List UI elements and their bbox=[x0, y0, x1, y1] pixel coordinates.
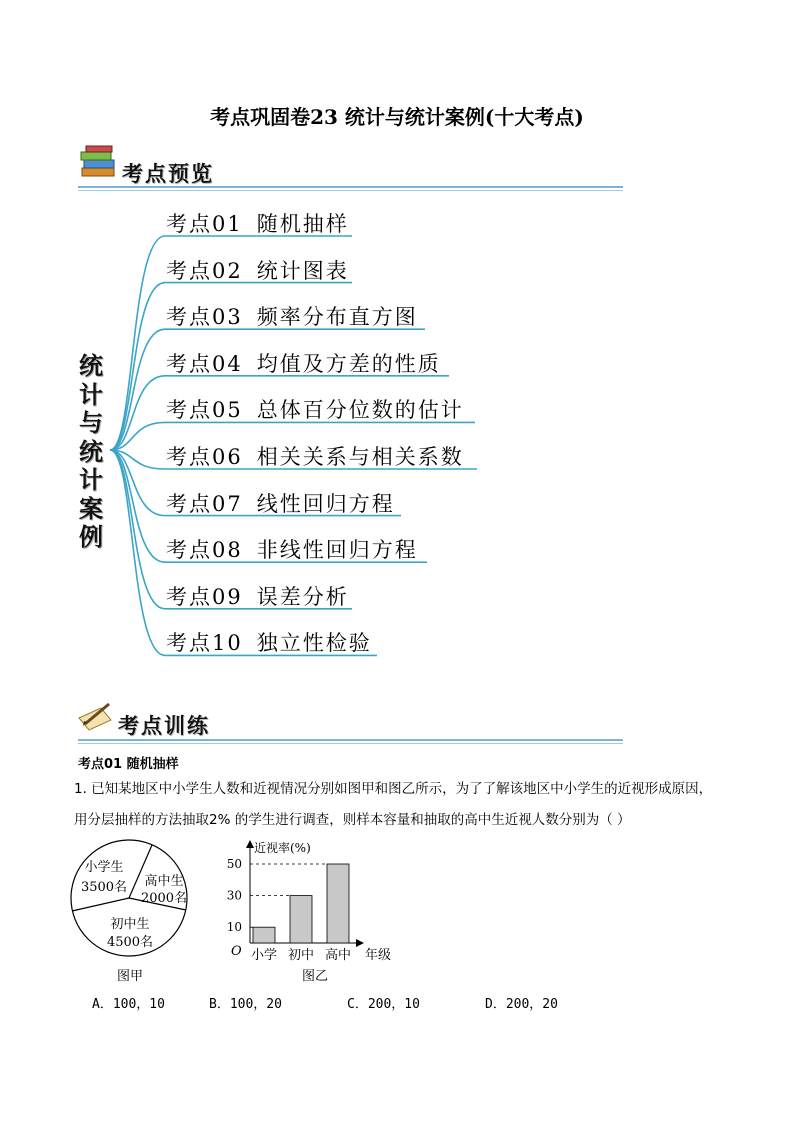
topic-name: 频率分布直方图 bbox=[256, 305, 418, 330]
question-line-2: 用分层抽样的方法抽取2% 的学生进行调查，则样本容量和抽取的高中生近视人数分别为（ ） bbox=[74, 812, 631, 828]
root-label-char: 计 bbox=[79, 380, 103, 409]
bar-初中 bbox=[290, 896, 312, 943]
training-divider-thin bbox=[78, 743, 623, 744]
training-heading: 考点训练 bbox=[118, 714, 210, 738]
option-b-letter: B． bbox=[209, 997, 230, 1012]
option-a[interactable] bbox=[92, 993, 165, 1012]
topic-number: 考点10 bbox=[166, 631, 243, 656]
topic-item bbox=[166, 488, 395, 518]
topic-name: 相关关系与相关系数 bbox=[256, 445, 464, 469]
y-axis-label: 近视率(%) bbox=[254, 841, 311, 855]
option-b[interactable] bbox=[209, 993, 282, 1012]
option-d-letter: D． bbox=[485, 997, 506, 1012]
subsection-title: 考点01 随机抽样 bbox=[78, 757, 179, 772]
preview-heading: 考点预览 bbox=[122, 162, 214, 186]
pie-value-middle: 4500名 bbox=[106, 935, 154, 950]
bar-chart-caption: 图乙 bbox=[301, 969, 329, 984]
topic-number: 考点01 bbox=[166, 212, 243, 236]
pen-paper-icon bbox=[75, 700, 115, 732]
y-tick-label: 50 bbox=[226, 857, 242, 871]
bar-高中 bbox=[327, 864, 349, 943]
topic-number: 考点02 bbox=[166, 258, 243, 283]
topic-name: 均值及方差的性质 bbox=[256, 351, 441, 376]
root-label-char: 计 bbox=[79, 466, 103, 494]
topic-number: 考点06 bbox=[166, 445, 243, 469]
option-a-letter: A． bbox=[92, 997, 113, 1012]
page-title: 考点巩固卷23 统计与统计案例(十大考点) bbox=[210, 105, 584, 129]
x-tick-label: 小学 bbox=[250, 948, 278, 963]
y-tick-label: 10 bbox=[226, 920, 242, 935]
topic-name: 总体百分位数的估计 bbox=[256, 398, 464, 423]
topic-number: 考点04 bbox=[166, 351, 243, 376]
root-label-char: 案 bbox=[79, 494, 103, 523]
pie-caption: 图甲 bbox=[116, 969, 144, 984]
option-c-text: 200，10 bbox=[367, 997, 420, 1012]
option-a-text: 100，10 bbox=[112, 997, 165, 1012]
topic-item bbox=[166, 348, 441, 378]
x-axis-label: 年级 bbox=[365, 948, 392, 963]
topic-number: 考点09 bbox=[166, 584, 243, 609]
question-text bbox=[74, 774, 734, 836]
option-d-text: 200，20 bbox=[505, 997, 558, 1012]
topic-name: 独立性检验 bbox=[256, 631, 372, 656]
topic-name: 线性回归方程 bbox=[256, 491, 395, 516]
pie-label-primary: 小学生 bbox=[84, 860, 124, 875]
topic-number: 考点05 bbox=[166, 398, 243, 423]
pie-value-high: 2000名 bbox=[140, 891, 188, 906]
mindmap-root-label bbox=[78, 352, 104, 552]
topic-item bbox=[166, 301, 418, 331]
topic-item bbox=[166, 581, 349, 611]
pie-chart bbox=[64, 838, 204, 988]
pie-value-primary: 3500名 bbox=[80, 880, 128, 895]
root-label-char: 统 bbox=[79, 352, 103, 380]
root-label-char: 统 bbox=[79, 437, 103, 466]
y-tick-label: 30 bbox=[226, 888, 242, 903]
root-label-char: 与 bbox=[79, 409, 103, 437]
topic-item bbox=[166, 255, 349, 285]
option-c[interactable] bbox=[347, 993, 420, 1012]
option-d[interactable] bbox=[485, 993, 558, 1012]
root-label-char: 例 bbox=[79, 523, 103, 551]
option-c-letter: C． bbox=[347, 997, 368, 1012]
x-tick-label: 初中 bbox=[287, 948, 315, 963]
origin-label: O bbox=[231, 944, 242, 959]
pie-label-high: 高中生 bbox=[144, 874, 184, 889]
topic-item bbox=[166, 394, 464, 424]
option-b-text: 100，20 bbox=[229, 997, 282, 1012]
topic-name: 误差分析 bbox=[256, 584, 349, 609]
topic-name: 非线性回归方程 bbox=[256, 538, 418, 563]
topic-item bbox=[166, 627, 372, 657]
bar-小学 bbox=[253, 927, 275, 943]
topic-item bbox=[166, 534, 418, 564]
topic-item bbox=[166, 441, 464, 471]
topic-number: 考点08 bbox=[166, 538, 243, 563]
pie-label-middle: 初中生 bbox=[110, 917, 150, 932]
training-divider bbox=[78, 739, 623, 741]
x-tick-label: 高中 bbox=[324, 948, 352, 963]
topic-number: 考点07 bbox=[166, 491, 243, 516]
topic-name: 随机抽样 bbox=[256, 212, 349, 236]
bar-chart bbox=[220, 838, 410, 988]
topic-name: 统计图表 bbox=[256, 258, 349, 283]
topic-item bbox=[166, 208, 349, 238]
question-line-1: 1. 已知某地区中小学生人数和近视情况分别如图甲和图乙所示，为了了解该地区中小学生的近视形成原因， bbox=[74, 781, 713, 797]
topic-number: 考点03 bbox=[166, 305, 243, 330]
